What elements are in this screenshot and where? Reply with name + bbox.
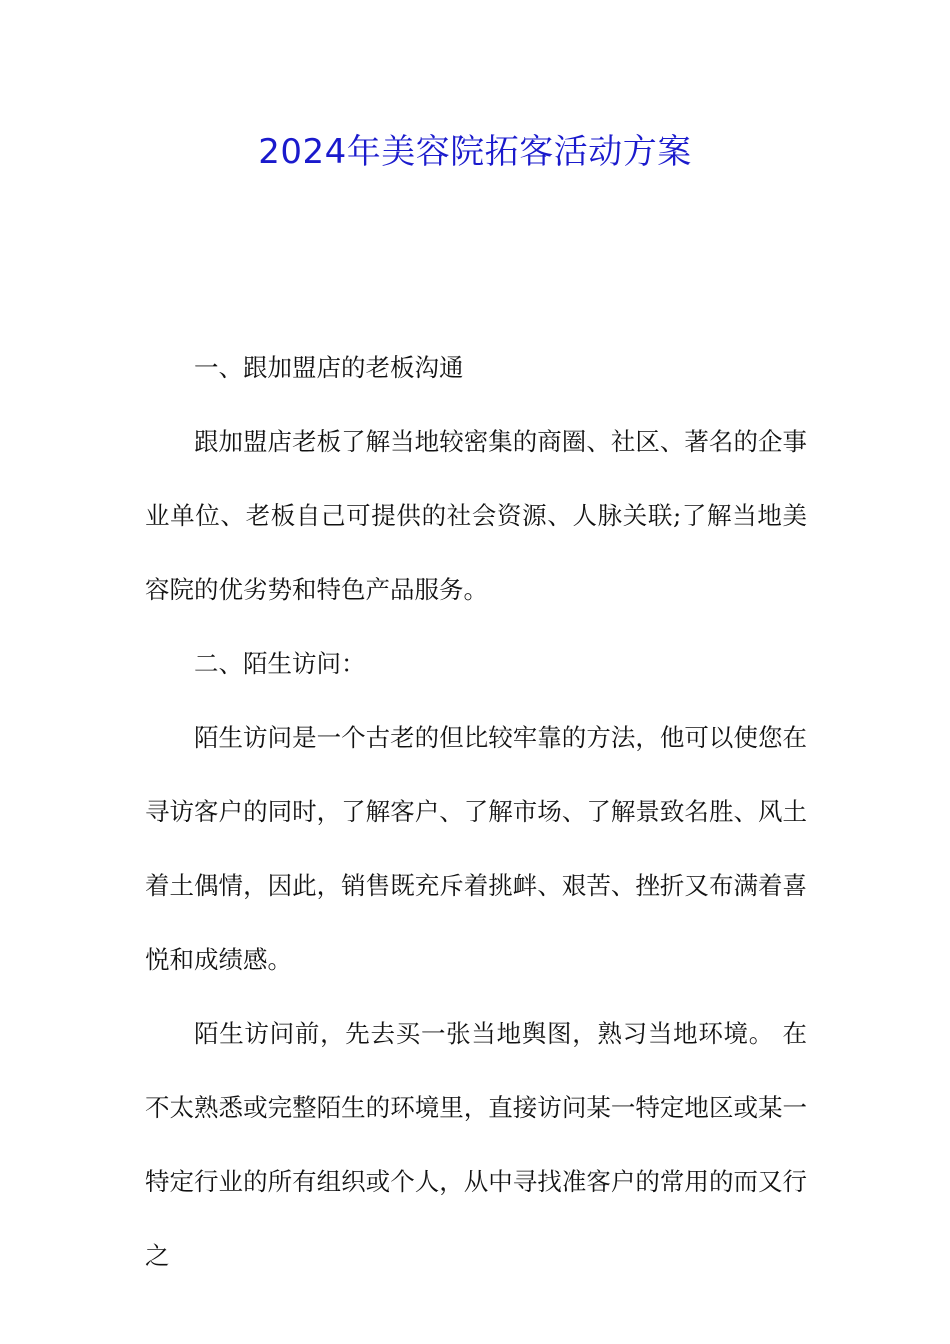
section-heading: 二、陌生访问： (194, 649, 366, 678)
paragraph: 陌生访问前，先去买一张当地舆图，熟习当地环境。 在不太熟悉或完整陌生的环境里，直接访问某一特定地区或某一特定行业的所有组织或个人，从中寻找准客户的常用的而又行之 (145, 1019, 807, 1270)
paragraph: 陌生访问是一个古老的但比较牢靠的方法，他可以使您在寻访客户的同时，了解客户、了解市场、了解景致名胜、风土着土偶情，因此，销售既充斥着挑衅、艰苦、挫折又布满着喜悦和成绩感。 (145, 723, 807, 974)
section-heading: 一、跟加盟店的老板沟通 (194, 353, 464, 382)
paragraph: 跟加盟店老板了解当地较密集的商圈、社区、著名的企事业单位、老板自己可提供的社会资源、人脉关联;了解当地美容院的优劣势和特色产品服务。 (145, 427, 807, 604)
document-title: 2024年美容院拓客活动方案 (258, 132, 692, 172)
document-body (145, 331, 807, 1293)
